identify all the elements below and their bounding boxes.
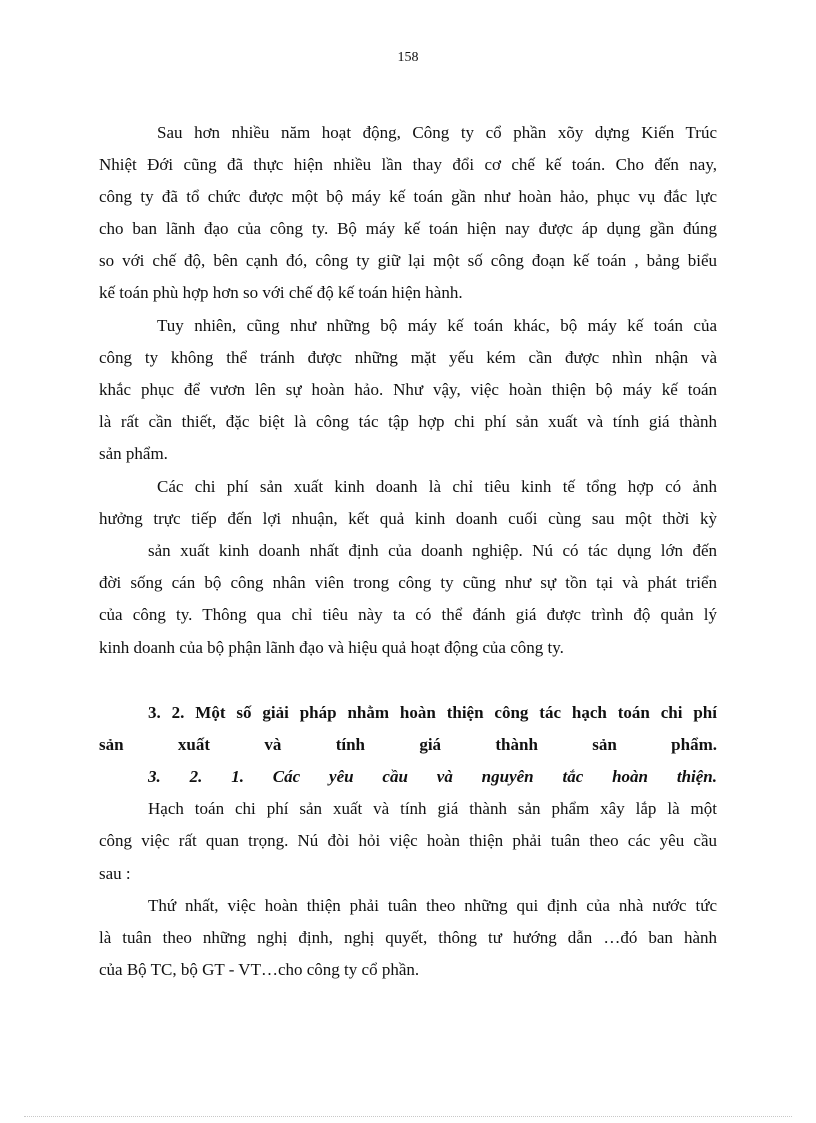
paragraph-line: Tuy nhiên, cũng như những bộ máy kế toán khác, bộ máy kế toán của xyxy=(157,316,717,335)
paragraph-line: Các chi phí sản xuất kinh doanh là chỉ tiêu kinh tế tổng hợp có ảnh xyxy=(157,477,717,496)
paragraph-line: kinh doanh của bộ phận lãnh đạo và hiệu quả hoạt động của công ty. xyxy=(99,638,564,657)
paragraph-line: sản phẩm. xyxy=(99,444,168,463)
paragraph-line: là tuân theo những nghị định, nghị quyết, thông tư hướng dẫn …đó ban hành xyxy=(99,928,717,947)
section-heading: 3. 2. Một số giải pháp nhằm hoàn thiện công tác hạch toán chi phí xyxy=(148,703,717,722)
paragraph-line: Nhiệt Đới cũng đã thực hiện nhiều lần thay đổi cơ chế kế toán. Cho đến nay, xyxy=(99,155,717,174)
paragraph-line: công ty không thể tránh được những mặt yếu kém cần được nhìn nhận và xyxy=(99,348,717,367)
subsection-heading: 3. 2. 1. Các yêu cầu và nguyên tắc hoàn thiện. xyxy=(148,767,717,786)
paragraph-line: hưởng trực tiếp đến lợi nhuận, kết quả kinh doanh cuối cùng sau một thời kỳ xyxy=(99,509,717,528)
paragraph-line: của Bộ TC, bộ GT - VT…cho công ty cổ phần. xyxy=(99,960,420,979)
paragraph-line: khắc phục để vươn lên sự hoàn hảo. Như vậy, việc hoàn thiện bộ máy kế toán xyxy=(99,380,717,399)
paragraph-line: đời sống cán bộ công nhân viên trong công ty cũng như sự tồn tại và phát triển xyxy=(99,573,717,592)
paragraph-line: công việc rất quan trọng. Nú đòi hỏi việc hoàn thiện phải tuân theo các yêu cầu xyxy=(99,831,717,850)
paragraph-line: công ty đã tổ chức được một bộ máy kế toán gần như hoàn hảo, phục vụ đắc lực xyxy=(99,187,717,206)
paragraph-line: sau : xyxy=(99,864,131,883)
paragraph-line: Thứ nhất, việc hoàn thiện phải tuân theo những qui định của nhà nước tức xyxy=(148,896,717,915)
paragraph-line: Sau hơn nhiều năm hoạt động, Công ty cổ phần xõy dựng Kiến Trúc xyxy=(157,123,717,142)
paragraph-line: so với chế độ, bên cạnh đó, công ty giữ lại một số công đoạn kế toán , bảng biểu xyxy=(99,251,717,270)
section-heading: sản xuất và tính giá thành sản phẩm. xyxy=(99,735,717,754)
page-number: 158 xyxy=(397,50,419,65)
paragraph-line: Hạch toán chi phí sản xuất và tính giá thành sản phẩm xây lắp là một xyxy=(148,799,717,818)
paragraph-line: cho ban lãnh đạo của công ty. Bộ máy kế toán hiện nay được áp dụng gần đúng xyxy=(99,219,717,238)
paragraph-line: kế toán phù hợp hơn so với chế độ kế toán hiện hành. xyxy=(99,283,463,302)
paragraph-line: của công ty. Thông qua chỉ tiêu này ta có thể đánh giá được trình độ quản lý xyxy=(99,605,717,624)
page-bottom-border xyxy=(24,1116,792,1117)
paragraph-line: sản xuất kinh doanh nhất định của doanh nghiệp. Nú có tác dụng lớn đến xyxy=(148,541,717,560)
paragraph-line: là rất cần thiết, đặc biệt là công tác tập hợp chi phí sản xuất và tính giá thành xyxy=(99,412,717,431)
